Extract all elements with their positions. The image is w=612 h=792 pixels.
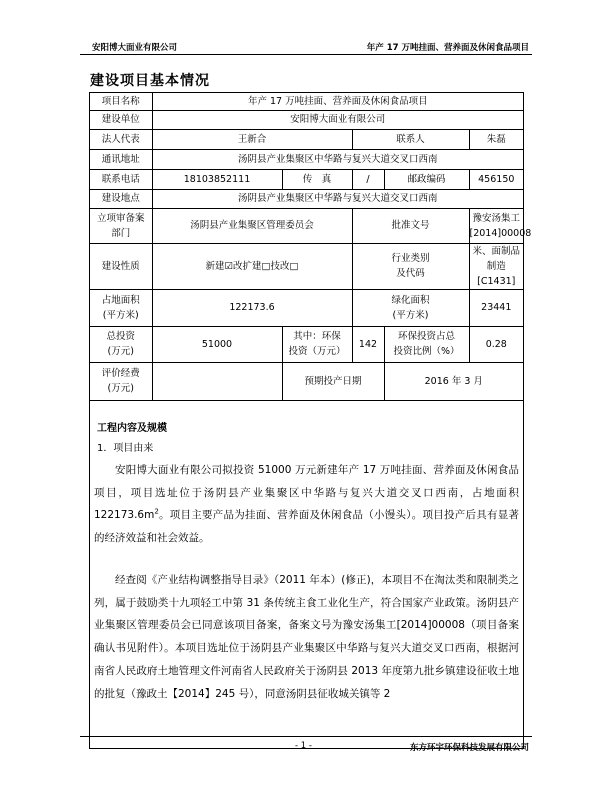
label-area-line2: (平方米) [102,309,139,321]
label-env-invest-line2: 投资（万元） [288,346,346,357]
value-industry-line1: 米、面制品制造 [472,245,521,272]
label-phone: 联系电话 [90,169,152,189]
value-fax: / [352,169,384,189]
section-title: 工程内容及规模 [97,423,167,434]
label-green-area-line1: 绿化面积 [391,294,430,306]
page-title: 建设项目基本情况 [90,73,210,89]
label-approval-dept [90,208,152,243]
value-green-area: 23441 [469,289,523,326]
value-location: 汤阴县产业集聚区中华路与复兴大道交叉口西南 [152,189,523,208]
subsection-title: 1．项目由来 [97,443,154,454]
paragraph-origin [94,459,519,550]
label-env-ratio-line1: 环保投资占总 [397,331,455,342]
label-project-name: 项目名称 [90,93,152,110]
label-approval-dept-line2: 部门 [111,227,131,239]
label-green-area-line2: (平方米) [392,309,429,321]
label-industry-line2: 及代码 [396,268,425,279]
label-env-ratio [384,326,469,362]
page-header [80,38,532,55]
area-unit-superscript: 2 [154,507,159,516]
label-start-date: 预期投产日期 [282,362,384,400]
label-area-line1: 占地面积 [101,294,140,306]
value-project-name: 年产 17 万吨挂面、营养面及休闲食品项目 [152,93,523,110]
page-footer [80,736,532,753]
label-approval-dept-line1: 立项审备案 [96,212,145,224]
label-nature: 建设性质 [90,243,152,289]
basic-info-table [90,93,532,401]
value-approval-dept: 汤阴县产业集聚区管理委员会 [152,208,352,243]
label-postcode: 邮政编码 [384,169,469,189]
label-total-invest [90,326,152,362]
value-start-date: 2016 年 3 月 [384,362,523,400]
label-approval-no: 批准文号 [352,208,469,243]
value-construction-unit: 安阳博大面业有限公司 [152,110,523,129]
label-location: 建设地点 [90,189,152,208]
value-eval-fee [152,362,282,400]
value-total-invest: 51000 [152,326,282,362]
label-construction-unit: 建设单位 [90,110,152,129]
value-industry-line2: [C1431] [477,275,516,287]
label-env-invest [282,326,352,362]
label-green-area [352,289,469,326]
label-env-ratio-line2: 投资比例（%） [393,346,460,357]
label-fax: 传 真 [282,169,352,189]
label-address: 通讯地址 [90,149,152,169]
value-industry [469,243,523,289]
label-industry [352,243,469,289]
value-phone: 18103852111 [152,169,282,189]
paragraph-policy: 经查阅《产业结构调整指导目录》（2011 年本）(修正)，本项目不在淘汰类和限制类之列，属于鼓励类十九项轻工中第 31 条传统主食工业化生产，符合国家产业政策。汤阴县产业集聚区管理委员会已同意该项目备案，备案文号为豫安汤集工[2014]00008（项目备案确认书见附件）。本项目选址位于汤阴县产业集聚区中华路与复兴大道交叉口西南，根据河南省人民政府土地管理文件河南省人民政府关于汤阴县 2013 年度第九批乡镇建设征收土地的批复（豫政土【2014】245 号），同意汤阴县征收城关镇等 2 [94,574,519,700]
value-address: 汤阴县产业集聚区中华路与复兴大道交叉口西南 [152,149,523,169]
value-legal-rep: 王新合 [152,129,352,149]
value-contact: 朱磊 [469,129,523,149]
label-total-invest-line1: 总投资 [106,331,135,342]
label-industry-line1: 行业类别 [391,253,430,264]
header-project: 年产 17 万吨挂面、营养面及休闲食品项目 [366,43,529,53]
page-number: - 1 - [295,741,312,751]
label-total-invest-line2: (万元) [107,346,134,357]
label-eval-fee [90,362,152,400]
value-nature: 新建☑改扩建□技改□ [152,243,352,289]
header-company: 安阳博大面业有限公司 [92,43,178,53]
value-approval-no: 豫安汤集工[2014]00008 [469,208,523,243]
paragraph-origin-part1: 安阳博大面业有限公司拟投资 51000 万元新建年产 17 万吨挂面、营养面及休闲食品项目，项目选址位于汤阴县产业集聚区中华路与复兴大道交叉口西南，占地面积 122173.6m [94,464,519,522]
value-postcode: 456150 [469,169,523,189]
label-eval-fee-line1: 评价经费 [101,368,140,379]
info-frame [89,92,532,749]
label-env-invest-line1: 其中：环保 [293,331,341,342]
label-eval-fee-line2: (万元) [107,383,134,394]
footer-company: 东方环宇环保科技发展有限公司 [409,743,529,753]
label-area [90,289,152,326]
value-area: 122173.6 [152,289,352,326]
value-env-invest: 142 [352,326,384,362]
paragraph-origin-part2: 。项目主要产品为挂面、营养面及休闲食品（小馒头）。项目投产后具有显著的经济效益和社会效益。 [94,509,519,545]
label-contact: 联系人 [352,129,469,149]
value-env-ratio: 0.28 [469,326,523,362]
label-legal-rep: 法人代表 [90,129,152,149]
